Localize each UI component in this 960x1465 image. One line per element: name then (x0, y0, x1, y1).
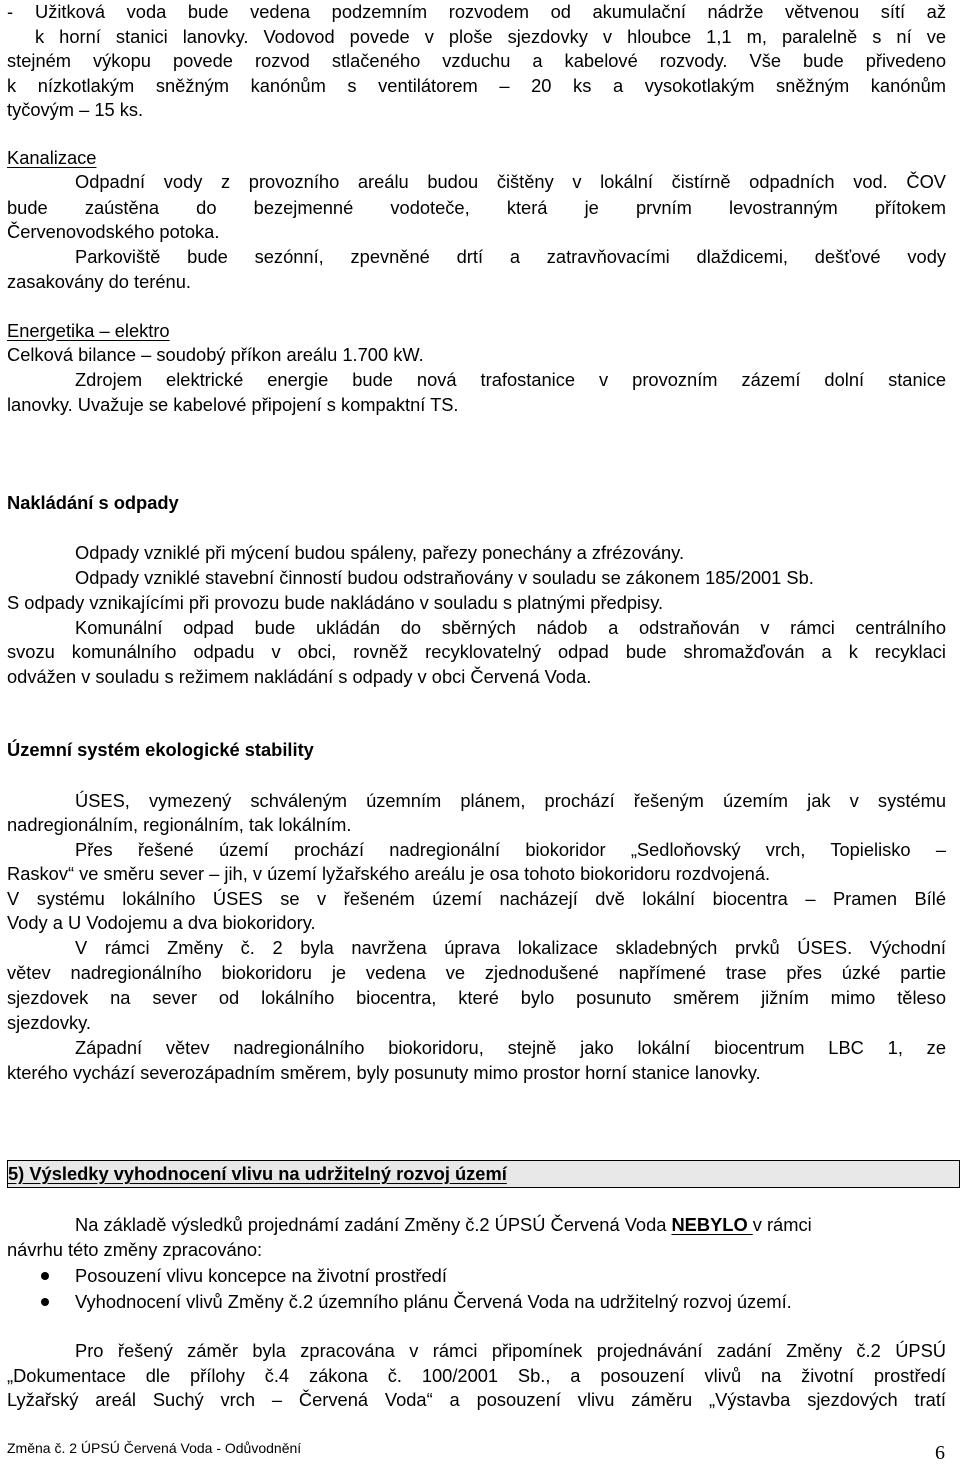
text-line: Lyžařský areál Suchý vrch – Červená Voda“ a posouzení vlivu záměru „Výstavba sjezdových tratí (7, 1389, 946, 1410)
bullet-dot-icon (41, 1298, 49, 1306)
text-line: Užitková voda bude vedena podzemním rozvodem od akumulační nádrže větvenou sítí až (35, 1, 946, 22)
text-line: sjezdovek na sever od lokálního biocentra, které bylo posunuto směrem jižním mimo těleso (7, 987, 946, 1008)
text-line: Zdrojem elektrické energie bude nová trafostanice v provozním zázemí dolní stanice (75, 369, 946, 390)
text-line: ÚSES, vymezený schváleným územním plánem, prochází řešeným územím jak v systému (75, 790, 946, 811)
text-line: Červenovodského potoka. (7, 221, 220, 242)
page-number: 6 (935, 1442, 945, 1464)
text-line: Odpady vzniklé stavební činností budou odstraňovány v souladu se zákonem 185/2001 Sb. (75, 567, 814, 588)
text-line: Západní větev nadregionálního biokoridoru, stejně jako lokální biocentrum LBC 1, ze (75, 1037, 946, 1058)
text-line (7, 1213, 946, 1237)
text-line: tyčovým – 15 ks. (7, 99, 144, 120)
text-line: V systému lokálního ÚSES se v řešeném území nacházejí dvě lokální biocentra – Pramen Bílé (7, 888, 946, 909)
list-dash: - (7, 1, 14, 22)
text-line: Parkoviště bude sezónní, zpevněné drtí a zatravňovacími dlaždicemi, dešťové vody (75, 246, 946, 267)
text-line: „Dokumentace dle přílohy č.4 zákona č. 100/2001 Sb., a posouzení vlivů na životní prostředí (7, 1365, 946, 1386)
text-span: Na základě výsledků projednámí zadání Změny č.2 ÚPSÚ Červená Voda (75, 1214, 672, 1235)
text-line: odvážen v souladu s režimem nakládání s odpady v obci Červená Voda. (7, 666, 592, 687)
section-5-heading-box (7, 1160, 960, 1188)
text-line: Raskov“ ve směru sever – jih, v území lyžařského areálu je osa tohoto biokoridoru rozdvojená. (7, 863, 771, 884)
text-line: sjezdovky. (7, 1012, 91, 1033)
text-span: v rámci (752, 1214, 812, 1235)
text-line: větev nadregionálního biokoridoru je vedena ve zjednodušené napřímené trase přes úzké partie (7, 962, 946, 983)
text-line: Pro řešený záměr byla zpracována v rámci připomínek projednávání zadání Změny č.2 ÚPSÚ (75, 1340, 946, 1361)
text-line: k horní stanici lanovky. Vodovod povede v ploše sjezdovky v hloubce 1,1 m, paralelně s ní ve (35, 26, 946, 47)
text-line: stejném výkopu povede rozvod stlačeného vzduchu a kabelové rozvody. Vše bude přivedeno (7, 50, 946, 71)
text-line: Odpady vzniklé při mýcení budou spáleny, pařezy ponechány a zfrézovány. (75, 542, 685, 563)
emphasis-nebylo: NEBYLO (671, 1214, 753, 1235)
text-line: lanovky. Uvažuje se kabelové připojení s kompaktní TS. (7, 394, 459, 415)
text-line: návrhu této změny zpracováno: (7, 1239, 263, 1260)
text-line: nadregionálním, regionálním, tak lokálním. (7, 814, 352, 835)
text-line: Přes řešené území prochází nadregionální biokoridor „Sedloňovský vrch, Topielisko – (75, 839, 946, 860)
bullet-dot-icon (41, 1272, 49, 1280)
text-line: k nízkotlakým sněžným kanónům s ventilátorem – 20 ks a vysokotlakým sněžným kanónům (7, 75, 946, 96)
bullet-item: Vyhodnocení vlivů Změny č.2 územního plánu Červená Voda na udržitelný rozvoj území. (75, 1291, 792, 1312)
section-heading-uses: Územní systém ekologické stability (7, 739, 314, 760)
text-line: svozu komunálního odpadu v obci, rovněž recyklovatelný odpad bude shromažďován a k recyklaci (7, 641, 946, 662)
section-5-heading: 5) Výsledky vyhodnocení vlivu na udržitelný rozvoj území (8, 1163, 507, 1184)
footer-text: Změna č. 2 ÚPSÚ Červená Voda - Odůvodnění (7, 1440, 302, 1456)
text-line: V rámci Změny č. 2 byla navržena úprava lokalizace skladebných prvků ÚSES. Východní (75, 937, 946, 958)
text-line: Odpadní vody z provozního areálu budou čištěny v lokální čistírně odpadních vod. ČOV (75, 171, 946, 192)
text-line: bude zaústěna do bezejmenné vodoteče, která je prvním levostranným přítokem (7, 197, 946, 218)
text-line: Vody a U Vodojemu a dva biokoridory. (7, 912, 316, 933)
text-line: Komunální odpad bude ukládán do sběrných nádob a odstraňován v rámci centrálního (75, 617, 946, 638)
text-line: Celková bilance – soudobý příkon areálu 1.700 kW. (7, 344, 424, 365)
text-line: S odpady vznikajícími při provozu bude nakládáno v souladu s platnými předpisy. (7, 592, 664, 613)
section-heading-energetika: Energetika – elektro (7, 320, 170, 341)
text-line: kterého vychází severozápadním směrem, byly posunuty mimo prostor horní stanice lanovky. (7, 1062, 761, 1083)
section-heading-odpady: Nakládání s odpady (7, 492, 179, 513)
section-heading-kanalizace: Kanalizace (7, 147, 97, 168)
bullet-item: Posouzení vlivu koncepce na životní prostředí (75, 1265, 447, 1286)
text-line: zasakovány do terénu. (7, 271, 191, 292)
